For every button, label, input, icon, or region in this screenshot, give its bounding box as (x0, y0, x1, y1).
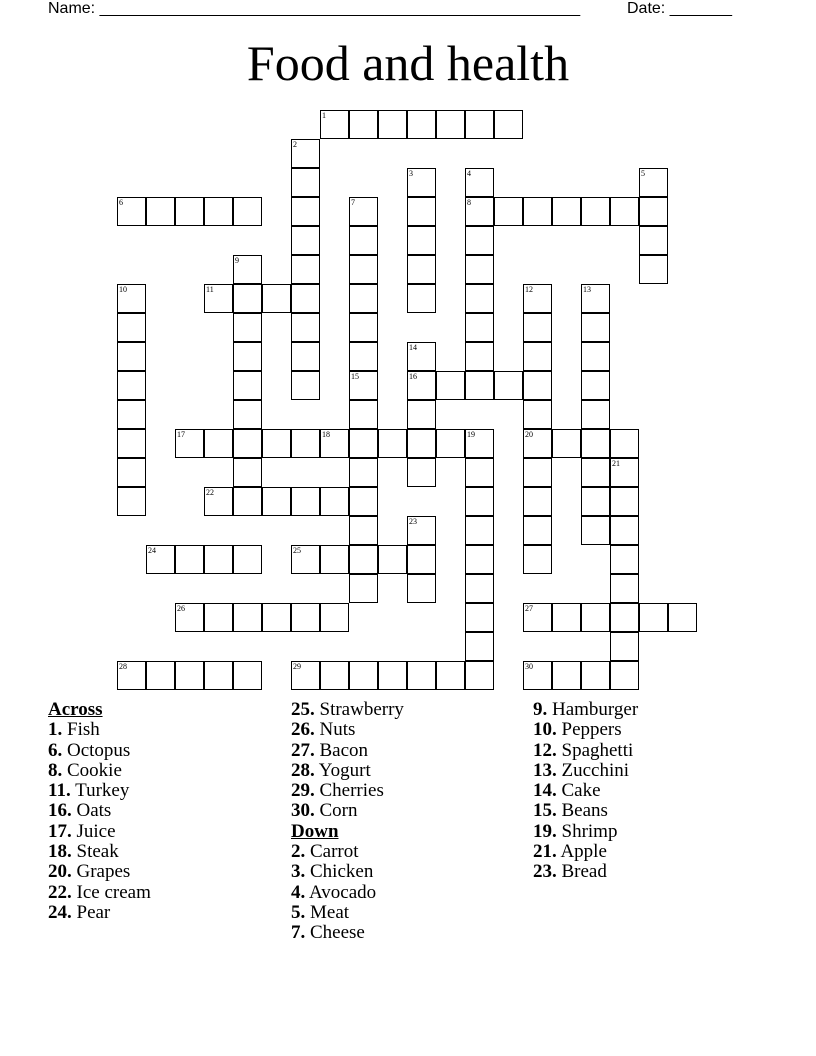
date-blank[interactable]: _______ (669, 0, 732, 17)
grid-cell[interactable] (436, 429, 465, 458)
clue-number: 29 (293, 662, 301, 671)
grid-cell[interactable] (233, 661, 262, 690)
grid-cell[interactable] (581, 284, 610, 313)
clue-number: 3 (409, 169, 413, 178)
clue-across-26: 26. Nuts (291, 719, 356, 741)
grid-cell[interactable] (465, 545, 494, 574)
clue-number: 22 (206, 488, 214, 497)
grid-cell[interactable] (581, 487, 610, 516)
grid-cell[interactable] (610, 429, 639, 458)
grid-cell[interactable] (436, 661, 465, 690)
clue-number: 9 (235, 256, 239, 265)
grid-cell[interactable] (465, 487, 494, 516)
grid-cell[interactable] (465, 197, 494, 226)
clue-number: 28 (119, 662, 127, 671)
clue-down-23: 23. Bread (533, 861, 607, 883)
clue-number: 20 (525, 430, 533, 439)
grid-cell[interactable] (610, 632, 639, 661)
grid-cell[interactable] (175, 661, 204, 690)
clue-number: 21 (612, 459, 620, 468)
grid-cell[interactable] (349, 400, 378, 429)
grid-cell[interactable] (407, 458, 436, 487)
grid-cell[interactable] (233, 313, 262, 342)
grid-cell[interactable] (117, 371, 146, 400)
grid-cell[interactable] (523, 516, 552, 545)
grid-cell[interactable] (175, 429, 204, 458)
clue-number: 30 (525, 662, 533, 671)
clue-across-25: 25. Strawberry (291, 699, 404, 720)
grid-cell[interactable] (349, 342, 378, 371)
grid-cell[interactable] (523, 487, 552, 516)
grid-cell[interactable] (407, 574, 436, 603)
clue-number: 1 (322, 111, 326, 120)
grid-cell[interactable] (349, 371, 378, 400)
grid-cell[interactable] (494, 197, 523, 226)
grid-cell[interactable] (639, 226, 668, 255)
grid-cell[interactable] (291, 371, 320, 400)
grid-cell[interactable] (407, 197, 436, 226)
grid-cell[interactable] (407, 255, 436, 284)
across-heading: Across (48, 699, 103, 720)
grid-cell[interactable] (378, 661, 407, 690)
clue-down-15: 15. Beans (533, 800, 608, 822)
grid-cell[interactable] (320, 429, 349, 458)
clue-number: 8 (467, 198, 471, 207)
grid-cell[interactable] (407, 661, 436, 690)
grid-cell[interactable] (291, 168, 320, 197)
clue-number: 18 (322, 430, 330, 439)
clue-number: 11 (206, 285, 214, 294)
clue-number: 17 (177, 430, 185, 439)
grid-cell[interactable] (610, 516, 639, 545)
grid-cell[interactable] (465, 342, 494, 371)
grid-cell[interactable] (291, 284, 320, 313)
grid-cell[interactable] (465, 458, 494, 487)
grid-cell[interactable] (436, 371, 465, 400)
grid-cell[interactable] (262, 603, 291, 632)
grid-cell[interactable] (291, 313, 320, 342)
grid-cell[interactable] (146, 661, 175, 690)
clue-number: 14 (409, 343, 417, 352)
grid-cell[interactable] (407, 226, 436, 255)
grid-cell[interactable] (407, 371, 436, 400)
grid-cell[interactable] (175, 603, 204, 632)
grid-cell[interactable] (523, 429, 552, 458)
grid-cell[interactable] (552, 429, 581, 458)
clue-number: 24 (148, 546, 156, 555)
grid-cell[interactable] (233, 197, 262, 226)
clue-number: 16 (409, 372, 417, 381)
clue-number: 6 (119, 198, 123, 207)
grid-cell[interactable] (523, 342, 552, 371)
grid-cell[interactable] (407, 400, 436, 429)
clue-number: 10 (119, 285, 127, 294)
grid-cell[interactable] (117, 429, 146, 458)
clue-number: 27 (525, 604, 533, 613)
grid-cell[interactable] (552, 197, 581, 226)
grid-cell[interactable] (233, 545, 262, 574)
grid-cell[interactable] (233, 429, 262, 458)
grid-cell[interactable] (233, 400, 262, 429)
clue-down-2: 2. Carrot (291, 841, 359, 863)
grid-cell[interactable] (349, 574, 378, 603)
grid-cell[interactable] (465, 574, 494, 603)
grid-cell[interactable] (291, 226, 320, 255)
grid-cell[interactable] (465, 632, 494, 661)
grid-cell[interactable] (291, 139, 320, 168)
grid-cell[interactable] (378, 429, 407, 458)
grid-cell[interactable] (610, 458, 639, 487)
grid-cell[interactable] (349, 545, 378, 574)
clue-down-7: 7. Cheese (291, 922, 365, 944)
grid-cell[interactable] (378, 545, 407, 574)
grid-cell[interactable] (581, 661, 610, 690)
grid-cell[interactable] (204, 429, 233, 458)
grid-cell[interactable] (233, 458, 262, 487)
grid-cell[interactable] (204, 284, 233, 313)
grid-cell[interactable] (523, 661, 552, 690)
grid-cell[interactable] (610, 487, 639, 516)
grid-cell[interactable] (639, 255, 668, 284)
grid-cell[interactable] (610, 197, 639, 226)
clue-down-21: 21. Apple (533, 841, 607, 863)
grid-cell[interactable] (523, 313, 552, 342)
name-blank[interactable]: ______________________________________________________ (99, 0, 581, 17)
grid-cell[interactable] (204, 545, 233, 574)
grid-cell[interactable] (407, 342, 436, 371)
clue-number: 26 (177, 604, 185, 613)
grid-cell[interactable] (117, 284, 146, 313)
grid-cell[interactable] (465, 603, 494, 632)
grid-cell[interactable] (175, 545, 204, 574)
clue-down-3: 3. Chicken (291, 861, 374, 883)
grid-cell[interactable] (349, 284, 378, 313)
grid-cell[interactable] (465, 661, 494, 690)
grid-cell[interactable] (552, 603, 581, 632)
clue-number: 12 (525, 285, 533, 294)
grid-cell[interactable] (349, 110, 378, 139)
grid-cell[interactable] (407, 545, 436, 574)
grid-cell[interactable] (262, 487, 291, 516)
grid-cell[interactable] (668, 603, 697, 632)
grid-cell[interactable] (552, 661, 581, 690)
clue-across-6: 6. Octopus (48, 739, 131, 761)
grid-cell[interactable] (523, 545, 552, 574)
grid-cell[interactable] (494, 110, 523, 139)
grid-cell[interactable] (523, 603, 552, 632)
clue-across-18: 18. Steak (48, 841, 119, 863)
grid-cell[interactable] (581, 458, 610, 487)
grid-cell[interactable] (117, 342, 146, 371)
grid-cell[interactable] (610, 574, 639, 603)
grid-cell[interactable] (117, 313, 146, 342)
grid-cell[interactable] (581, 371, 610, 400)
clue-across-30: 30. Corn (291, 800, 358, 822)
grid-cell[interactable] (204, 487, 233, 516)
grid-cell[interactable] (465, 429, 494, 458)
grid-cell[interactable] (204, 603, 233, 632)
grid-cell[interactable] (349, 255, 378, 284)
grid-cell[interactable] (349, 197, 378, 226)
grid-cell[interactable] (233, 342, 262, 371)
grid-cell[interactable] (117, 661, 146, 690)
grid-cell[interactable] (465, 371, 494, 400)
date-label: Date: (627, 0, 670, 17)
clue-down-4: 4. Avocado (291, 881, 377, 903)
grid-cell[interactable] (349, 516, 378, 545)
grid-cell[interactable] (523, 400, 552, 429)
clue-across-8: 8. Cookie (48, 759, 122, 781)
grid-cell[interactable] (465, 516, 494, 545)
clue-down-9: 9. Hamburger (533, 699, 639, 720)
grid-cell[interactable] (639, 197, 668, 226)
clue-number: 15 (351, 372, 359, 381)
grid-cell[interactable] (349, 429, 378, 458)
grid-cell[interactable] (494, 371, 523, 400)
grid-cell[interactable] (291, 342, 320, 371)
grid-cell[interactable] (349, 313, 378, 342)
grid-cell[interactable] (204, 661, 233, 690)
grid-cell[interactable] (320, 661, 349, 690)
grid-cell[interactable] (291, 661, 320, 690)
grid-cell[interactable] (523, 197, 552, 226)
clue-number: 13 (583, 285, 591, 294)
grid-cell[interactable] (407, 429, 436, 458)
clue-number: 4 (467, 169, 471, 178)
clue-number: 19 (467, 430, 475, 439)
grid-cell[interactable] (407, 516, 436, 545)
grid-cell[interactable] (117, 197, 146, 226)
grid-cell[interactable] (320, 545, 349, 574)
grid-cell[interactable] (233, 255, 262, 284)
grid-cell[interactable] (581, 400, 610, 429)
clue-across-1: 1. Fish (48, 719, 100, 741)
grid-cell[interactable] (320, 603, 349, 632)
grid-cell[interactable] (291, 429, 320, 458)
grid-cell[interactable] (146, 197, 175, 226)
grid-cell[interactable] (291, 255, 320, 284)
clue-across-22: 22. Ice cream (48, 881, 151, 903)
down-heading: Down (291, 820, 339, 842)
grid-cell[interactable] (581, 342, 610, 371)
grid-cell[interactable] (320, 487, 349, 516)
clue-across-27: 27. Bacon (291, 739, 369, 761)
grid-cell[interactable] (436, 110, 465, 139)
grid-cell[interactable] (639, 603, 668, 632)
grid-cell[interactable] (349, 226, 378, 255)
grid-cell[interactable] (117, 458, 146, 487)
grid-cell[interactable] (581, 603, 610, 632)
clue-down-13: 13. Zucchini (533, 759, 630, 781)
grid-cell[interactable] (291, 197, 320, 226)
grid-cell[interactable] (233, 603, 262, 632)
clue-across-17: 17. Juice (48, 820, 116, 842)
clue-across-24: 24. Pear (48, 901, 111, 923)
grid-cell[interactable] (175, 197, 204, 226)
grid-cell[interactable] (610, 603, 639, 632)
grid-cell[interactable] (378, 110, 407, 139)
grid-cell[interactable] (320, 110, 349, 139)
grid-cell[interactable] (146, 545, 175, 574)
grid-cell[interactable] (465, 226, 494, 255)
clue-across-20: 20. Grapes (48, 861, 131, 883)
clue-number: 7 (351, 198, 355, 207)
clue-number: 2 (293, 140, 297, 149)
clue-down-14: 14. Cake (533, 780, 601, 802)
grid-cell[interactable] (581, 313, 610, 342)
grid-cell[interactable] (523, 458, 552, 487)
page-title: Food and health (246, 35, 570, 91)
grid-cell[interactable] (465, 168, 494, 197)
grid-cell[interactable] (117, 487, 146, 516)
clues-column-1 (48, 700, 151, 923)
grid-cell[interactable] (581, 429, 610, 458)
grid-cell[interactable] (291, 545, 320, 574)
grid-cell[interactable] (233, 371, 262, 400)
clues-column-2 (291, 700, 404, 944)
clue-down-5: 5. Meat (291, 901, 350, 923)
grid-cell[interactable] (262, 429, 291, 458)
clue-number: 23 (409, 517, 417, 526)
grid-cell[interactable] (204, 197, 233, 226)
grid-cell[interactable] (465, 313, 494, 342)
clue-across-28: 28. Yogurt (291, 759, 371, 781)
clue-across-16: 16. Oats (48, 800, 112, 822)
grid-cell[interactable] (407, 110, 436, 139)
clue-down-10: 10. Peppers (533, 719, 622, 741)
grid-cell[interactable] (117, 400, 146, 429)
grid-cell[interactable] (523, 284, 552, 313)
grid-cell[interactable] (233, 284, 262, 313)
grid-cell[interactable] (523, 371, 552, 400)
clue-number: 5 (641, 169, 645, 178)
grid-cell[interactable] (610, 661, 639, 690)
grid-cell[interactable] (349, 487, 378, 516)
clue-across-29: 29. Cherries (291, 780, 384, 802)
grid-cell[interactable] (465, 255, 494, 284)
grid-cell[interactable] (465, 110, 494, 139)
grid-cell[interactable] (465, 284, 494, 313)
clue-down-12: 12. Spaghetti (533, 739, 634, 761)
grid-cell[interactable] (291, 603, 320, 632)
grid-cell[interactable] (233, 487, 262, 516)
clues-column-3 (533, 700, 638, 883)
grid-cell[interactable] (407, 284, 436, 313)
clue-number: 25 (293, 546, 301, 555)
grid-cell[interactable] (581, 197, 610, 226)
grid-cell[interactable] (291, 487, 320, 516)
grid-cell[interactable] (407, 168, 436, 197)
grid-cell[interactable] (349, 458, 378, 487)
clue-down-19: 19. Shrimp (533, 820, 618, 842)
grid-cell[interactable] (349, 661, 378, 690)
grid-cell[interactable] (610, 545, 639, 574)
name-label: Name: (48, 0, 100, 17)
grid-cell[interactable] (639, 168, 668, 197)
grid-cell[interactable] (262, 284, 291, 313)
clue-across-11: 11. Turkey (48, 780, 130, 802)
grid-cell[interactable] (581, 516, 610, 545)
